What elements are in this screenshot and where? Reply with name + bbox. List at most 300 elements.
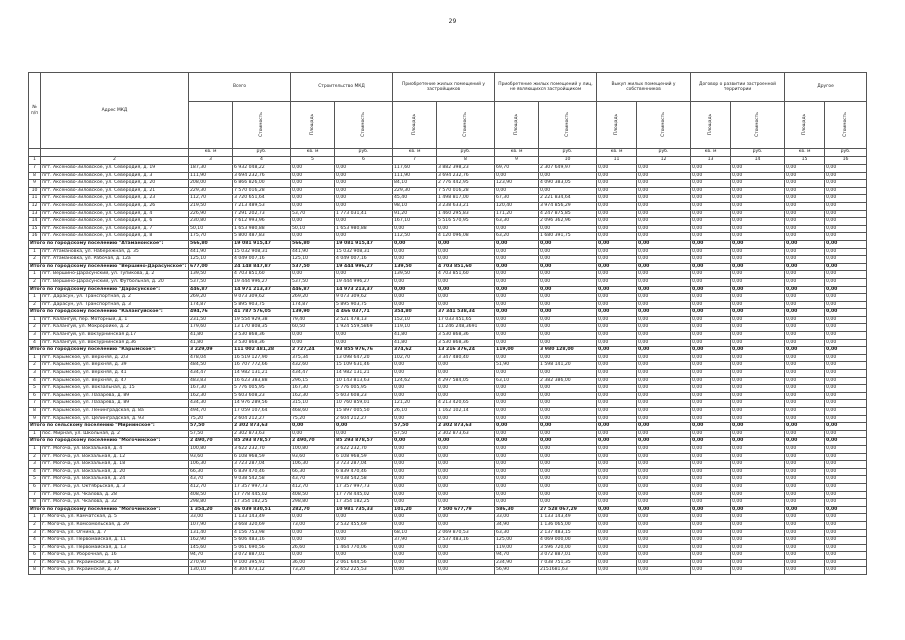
value-cell: 0,00 [495, 339, 539, 347]
header-subcolumn [731, 102, 785, 149]
value-cell: 0,00 [637, 248, 691, 256]
value-cell: 17 354 182,25 [335, 499, 393, 507]
value-cell: 0,00 [495, 385, 539, 393]
value-cell: 0,00 [597, 552, 637, 560]
value-cell: 0,00 [437, 415, 495, 423]
value-cell: 0,00 [785, 468, 825, 476]
value-cell: 112,50 [393, 233, 437, 241]
value-cell: 0,00 [785, 385, 825, 393]
value-cell: 0,00 [691, 514, 731, 522]
value-cell: 0,00 [731, 278, 785, 286]
value-cell: 9 073 309,62 [335, 294, 393, 302]
value-cell: 167,10 [393, 218, 437, 226]
value-cell: 0,00 [825, 521, 867, 529]
value-cell: 0,00 [825, 499, 867, 507]
value-cell: 0,00 [597, 537, 637, 545]
value-cell: 0,00 [637, 400, 691, 408]
units-cell: руб. [825, 149, 867, 157]
value-cell: 0,00 [437, 468, 495, 476]
subtotal-label: Итого по городскому поселению "Могочинское": [29, 438, 189, 446]
table-row [29, 301, 867, 309]
value-cell: 0,00 [597, 370, 637, 378]
value-cell: 0,00 [597, 559, 637, 567]
value-cell: 0,00 [291, 514, 335, 522]
value-cell: 2 521 478,13 [335, 316, 393, 324]
value-cell: 17 357 997,73 [335, 483, 393, 491]
table-row [29, 180, 867, 188]
value-cell: 0,00 [691, 506, 731, 514]
value-cell: 0,00 [539, 392, 597, 400]
value-cell: 0,00 [539, 332, 597, 340]
value-cell: 0,00 [731, 187, 785, 195]
table-row [29, 324, 867, 332]
header-subcolumn [495, 102, 539, 149]
value-cell: 0,00 [539, 499, 597, 507]
subtotal-label: Итого по городскому поселению "Калангуйское": [29, 309, 189, 317]
row-number: 16 [29, 233, 41, 241]
address-cell: пгт. Могоча, ул. Вокзальная, д. 4 [41, 445, 189, 453]
value-cell: 483,83 [189, 377, 233, 385]
value-cell: 37 341 538,34 [437, 309, 495, 317]
value-cell: 0,00 [437, 370, 495, 378]
value-cell: 0,00 [393, 248, 437, 256]
value-cell: 468,60 [291, 408, 335, 416]
value-cell: 50,10 [189, 225, 233, 233]
value-cell: 0,00 [637, 225, 691, 233]
value-cell: 0,00 [731, 544, 785, 552]
value-cell: 0,00 [437, 445, 495, 453]
column-number-cell: 12 [637, 157, 691, 165]
column-number-cell: 15 [785, 157, 825, 165]
value-cell: 0,00 [691, 567, 731, 575]
subtotal-label: Итого по городскому поселению "Атаманонское": [29, 240, 189, 248]
value-cell: 0,00 [539, 453, 597, 461]
value-cell: 0,00 [495, 256, 539, 264]
value-cell: 4 247 875,85 [539, 210, 597, 218]
header-subcolumn [597, 102, 637, 149]
address-cell: пгт. Могоча, ул. Вокзальная, д. 24 [41, 476, 189, 484]
value-cell: 0,00 [731, 514, 785, 522]
row-number: 5 [29, 476, 41, 484]
value-cell: 0,00 [825, 218, 867, 226]
value-cell: 0,00 [393, 294, 437, 302]
value-cell: 0,00 [637, 476, 691, 484]
address-cell: г. Могоча, ул. Камчатская, д. 5 [41, 514, 189, 522]
value-cell: 0,00 [825, 286, 867, 294]
value-cell: 0,00 [291, 187, 335, 195]
row-number: 3 [29, 529, 41, 537]
value-cell: 0,00 [495, 278, 539, 286]
value-cell: 0,00 [637, 339, 691, 347]
value-cell: 0,00 [785, 165, 825, 173]
address-cell: г. Могоча, ул. Украинская, д. 37 [41, 567, 189, 575]
header-subcolumn-label: Стоимость [754, 112, 760, 138]
value-cell: 2 221 834,64 [539, 195, 597, 203]
value-cell: 0,00 [691, 316, 731, 324]
address-cell: пгт. Карымское, ул. Лазарева, д. 89 [41, 392, 189, 400]
value-cell: 0,00 [539, 309, 597, 317]
units-cell: руб. [731, 149, 785, 157]
address-cell: г. Могоча, ул. Первомайская, д. 13 [41, 544, 189, 552]
value-cell: 0,00 [437, 240, 495, 248]
value-cell: 0,00 [825, 423, 867, 431]
value-cell: 0,00 [597, 225, 637, 233]
value-cell: 0,00 [335, 202, 393, 210]
value-cell: 66,30 [189, 468, 233, 476]
units-cell: руб. [437, 149, 495, 157]
header-subcolumn-label: Стоимость [843, 112, 849, 138]
table-row [29, 559, 867, 567]
value-cell: 68,10 [393, 529, 437, 537]
value-cell: 0,00 [731, 286, 785, 294]
value-cell: 0,00 [637, 210, 691, 218]
value-cell: 0,00 [291, 552, 335, 560]
value-cell: 0,00 [637, 567, 691, 575]
row-number: 2 [29, 256, 41, 264]
header-subcolumn-label: Стоимость [660, 112, 666, 138]
value-cell: 6 866 826,00 [233, 180, 291, 188]
value-cell: 0,00 [825, 377, 867, 385]
value-cell: 441,90 [291, 248, 335, 256]
units-cell: кв. м [597, 149, 637, 157]
value-cell: 41,80 [189, 332, 233, 340]
value-cell: 2 302 873,63 [233, 423, 291, 431]
header-group: Всего [189, 73, 291, 102]
column-number-cell: 14 [731, 157, 785, 165]
value-cell: 0,00 [539, 461, 597, 469]
table-row [29, 529, 867, 537]
value-cell: 0,00 [825, 294, 867, 302]
value-cell: 0,00 [597, 521, 637, 529]
value-cell: 0,00 [731, 377, 785, 385]
row-number: 1 [29, 445, 41, 453]
table-row [29, 187, 867, 195]
value-cell: 0,00 [495, 354, 539, 362]
row-number: 8 [29, 172, 41, 180]
value-cell: 0,00 [597, 301, 637, 309]
value-cell: 3 530 868,36 [233, 339, 291, 347]
table-row [29, 567, 867, 575]
value-cell: 73,20 [291, 567, 335, 575]
value-cell: 0,00 [825, 445, 867, 453]
value-cell: 91,20 [393, 210, 437, 218]
value-cell: 537,50 [189, 278, 233, 286]
value-cell: 0,00 [825, 537, 867, 545]
table-row [29, 499, 867, 507]
value-cell: 16 707 772,66 [233, 362, 291, 370]
value-cell: 0,00 [825, 332, 867, 340]
value-cell: 0,00 [731, 256, 785, 264]
value-cell: 226,90 [189, 210, 233, 218]
value-cell: 3 622 232,70 [335, 445, 393, 453]
value-cell: 0,00 [393, 468, 437, 476]
address-cell: г. Могоча, ул. Первомайская, д. 11 [41, 537, 189, 545]
row-number: 3 [29, 332, 41, 340]
value-cell: 0,00 [825, 263, 867, 271]
value-cell: 0,00 [691, 377, 731, 385]
value-cell: 0,00 [335, 529, 393, 537]
value-cell: 0,00 [291, 423, 335, 431]
table-row [29, 385, 867, 393]
value-cell: 19 081 915,47 [335, 240, 393, 248]
value-cell: 10 760 859,01 [335, 400, 393, 408]
value-cell: 0,00 [291, 537, 335, 545]
value-cell: 0,00 [825, 202, 867, 210]
value-cell: 0,00 [393, 370, 437, 378]
units-cell: кв. м [189, 149, 233, 157]
value-cell: 0,00 [637, 415, 691, 423]
value-cell: 0,00 [597, 294, 637, 302]
table-row [29, 400, 867, 408]
value-cell: 2 096 362,96 [539, 218, 597, 226]
value-cell: 269,20 [291, 294, 335, 302]
value-cell: 2 652 225,53 [335, 567, 393, 575]
value-cell: 45,40 [393, 195, 437, 203]
value-cell: 10 143 813,63 [335, 377, 393, 385]
value-cell: 0,00 [637, 165, 691, 173]
value-cell: 0,00 [637, 256, 691, 264]
value-cell: 0,00 [785, 529, 825, 537]
table-row [29, 195, 867, 203]
table-row [29, 392, 867, 400]
header-group: Строительство МКД [291, 73, 393, 102]
row-number: 2 [29, 278, 41, 286]
value-cell: 0,00 [597, 430, 637, 438]
value-cell: 408,50 [189, 491, 233, 499]
table-row [29, 514, 867, 522]
value-cell: 26,60 [291, 544, 335, 552]
value-cell: 139,90 [291, 309, 335, 317]
value-cell: 0,00 [825, 491, 867, 499]
value-cell: 0,00 [637, 392, 691, 400]
table-row [29, 521, 867, 529]
table-row [29, 316, 867, 324]
value-cell: 46 039 830,51 [233, 506, 291, 514]
row-number: 2 [29, 453, 41, 461]
value-cell: 0,00 [785, 263, 825, 271]
column-number-cell: 13 [691, 157, 731, 165]
value-cell: 13 216 376,24 [437, 347, 495, 355]
value-cell: 0,00 [637, 180, 691, 188]
value-cell: 0,00 [731, 301, 785, 309]
value-cell: 37,90 [393, 537, 437, 545]
table-body [29, 165, 867, 575]
value-cell: 0,00 [731, 271, 785, 279]
value-cell: 0,00 [731, 461, 785, 469]
value-cell: 6 839 470,46 [335, 468, 393, 476]
value-cell: 0,00 [785, 521, 825, 529]
address-cell: пгт. Аксеново-Зиловское, ул. Северодия, д. 3 [41, 172, 189, 180]
column-number-cell: 16 [825, 157, 867, 165]
column-number-cell: 10 [539, 157, 597, 165]
subtotal-row [29, 240, 867, 248]
value-cell: 537,50 [291, 263, 335, 271]
address-cell: пгт. Калангуй, ул. Вокзурнинская д.17 [41, 332, 189, 340]
value-cell: 4 213 420,65 [437, 400, 495, 408]
value-cell: 4 049 007,16 [233, 256, 291, 264]
value-cell: 0,00 [335, 552, 393, 560]
value-cell: 0,00 [539, 225, 597, 233]
value-cell: 4 069 000,00 [539, 537, 597, 545]
value-cell: 0,00 [637, 294, 691, 302]
value-cell: 0,00 [539, 172, 597, 180]
value-cell: 0,00 [597, 271, 637, 279]
value-cell: 1 924 559,5869 [335, 324, 393, 332]
value-cell: 1 653 980,88 [233, 225, 291, 233]
value-cell: 124,62 [393, 377, 437, 385]
value-cell: 63,30 [495, 529, 539, 537]
value-cell: 0,00 [637, 537, 691, 545]
value-cell: 0,00 [731, 233, 785, 241]
value-cell: 2 604 212,27 [233, 415, 291, 423]
value-cell: 41,80 [189, 339, 233, 347]
value-cell: 0,00 [291, 339, 335, 347]
value-cell: 0,00 [539, 438, 597, 446]
value-cell: 0,00 [691, 210, 731, 218]
row-number: 5 [29, 544, 41, 552]
value-cell: 0,00 [825, 506, 867, 514]
value-cell: 94,70 [189, 552, 233, 560]
header-group: Приобретение жилых помещений у лиц, не являющихся застройщиком [495, 73, 597, 102]
value-cell: 0,00 [691, 408, 731, 416]
value-cell: 17 354 182,25 [233, 499, 291, 507]
value-cell: 100,80 [189, 445, 233, 453]
value-cell: 1 464 770,06 [335, 544, 393, 552]
value-cell: 111,90 [393, 172, 437, 180]
row-number: 6 [29, 483, 41, 491]
value-cell: 41,80 [393, 332, 437, 340]
value-cell: 0,00 [539, 278, 597, 286]
header-subcolumn [393, 102, 437, 149]
value-cell: 2 069 870,53 [437, 529, 495, 537]
value-cell: 0,00 [335, 233, 393, 241]
value-cell: 3 596 720,00 [539, 544, 597, 552]
value-cell: 0,00 [825, 468, 867, 476]
value-cell: 0,00 [437, 559, 495, 567]
subtotal-label: Итого по городскому поселению "Карымское": [29, 347, 189, 355]
value-cell: 0,00 [785, 408, 825, 416]
value-cell: 0,00 [437, 514, 495, 522]
address-cell: пгт. Аксеново-Зиловское, ул. Северодия, д. 8 [41, 233, 189, 241]
value-cell: 0,00 [825, 415, 867, 423]
value-cell: 0,00 [597, 529, 637, 537]
value-cell: 270,90 [189, 559, 233, 567]
value-cell: 0,00 [597, 180, 637, 188]
value-cell: 175,70 [189, 233, 233, 241]
value-cell: 57,50 [393, 423, 437, 431]
value-cell: 0,00 [731, 339, 785, 347]
address-cell: пгт. Вершино-Дарасунский, ул. Футбольная, д. 20 [41, 278, 189, 286]
value-cell: 15 032 908,31 [233, 248, 291, 256]
row-number: 7 [29, 400, 41, 408]
table-row [29, 483, 867, 491]
value-cell: 0,00 [691, 468, 731, 476]
value-cell: 0,00 [495, 248, 539, 256]
value-cell: 5 061 690,56 [233, 544, 291, 552]
value-cell: 0,00 [691, 286, 731, 294]
value-cell: 0,00 [291, 271, 335, 279]
value-cell: 0,00 [291, 430, 335, 438]
table-row [29, 491, 867, 499]
value-cell: 3 980 128,00 [539, 347, 597, 355]
value-cell: 1 133 143,49 [233, 514, 291, 522]
value-cell: 63,30 [495, 218, 539, 226]
header-subcolumn [233, 102, 291, 149]
value-cell: 0,00 [691, 415, 731, 423]
header-subcolumn-label: Стоимость [360, 112, 366, 138]
value-cell: 0,00 [335, 218, 393, 226]
value-cell: 93,60 [189, 453, 233, 461]
row-number: 15 [29, 225, 41, 233]
value-cell: 3 622 232,70 [233, 445, 291, 453]
value-cell: 0,00 [495, 225, 539, 233]
value-cell: 0,00 [825, 278, 867, 286]
address-cell: г. Могоча, ул. Огнина, д. 7 [41, 529, 189, 537]
value-cell: 0,00 [597, 286, 637, 294]
value-cell: 43,70 [189, 476, 233, 484]
value-cell: 3 072 887,01 [233, 552, 291, 560]
value-cell: 0,00 [495, 408, 539, 416]
value-cell: 375,34 [291, 354, 335, 362]
value-cell: 0,00 [691, 476, 731, 484]
value-cell: 0,00 [825, 461, 867, 469]
address-cell: пгт. Калангуй, пер. Моторный, д. 1 [41, 316, 189, 324]
address-cell: пгт. Карымское, ул. Верхняя, д. 2/3 [41, 354, 189, 362]
row-number: 1 [29, 354, 41, 362]
value-cell: 0,00 [335, 165, 393, 173]
value-cell: 0,00 [731, 453, 785, 461]
value-cell: 15 897 005,50 [335, 408, 393, 416]
value-cell: 60,50 [291, 324, 335, 332]
value-cell: 0,00 [335, 339, 393, 347]
value-cell: 0,00 [637, 301, 691, 309]
row-number: 1 [29, 514, 41, 522]
value-cell: 0,00 [495, 438, 539, 446]
value-cell: 0,00 [539, 187, 597, 195]
value-cell: 315,10 [291, 400, 335, 408]
value-cell: 0,00 [335, 430, 393, 438]
value-cell: 0,00 [691, 392, 731, 400]
value-cell: 0,00 [731, 476, 785, 484]
header-row-units [29, 149, 867, 157]
value-cell: 27 528 067,29 [539, 506, 597, 514]
header-subcolumn-label: Площадь [802, 114, 807, 136]
value-cell: 566,80 [291, 240, 335, 248]
value-cell: 0,00 [785, 271, 825, 279]
address-cell: пгт. Карымское, ул. Верхняя, д. 41 [41, 370, 189, 378]
address-cell: пгт. Карымское, ул. Лазарева, д. 89 [41, 400, 189, 408]
row-number: 6 [29, 392, 41, 400]
value-cell: 3 530 868,36 [437, 332, 495, 340]
value-cell: 0,00 [539, 415, 597, 423]
row-number: 10 [29, 187, 41, 195]
value-cell: 0,00 [785, 377, 825, 385]
value-cell: 0,00 [539, 316, 597, 324]
value-cell: 0,00 [825, 347, 867, 355]
value-cell: 69,70 [495, 165, 539, 173]
column-number-cell: 5 [291, 157, 335, 165]
value-cell: 0,00 [731, 529, 785, 537]
table-row [29, 377, 867, 385]
value-cell: 0,00 [393, 544, 437, 552]
units-cell: кв. м [495, 149, 539, 157]
row-number: 3 [29, 461, 41, 469]
value-cell: 0,00 [691, 400, 731, 408]
table-row [29, 544, 867, 552]
value-cell: 0,00 [597, 476, 637, 484]
value-cell: 0,00 [691, 521, 731, 529]
row-number: 11 [29, 195, 41, 203]
